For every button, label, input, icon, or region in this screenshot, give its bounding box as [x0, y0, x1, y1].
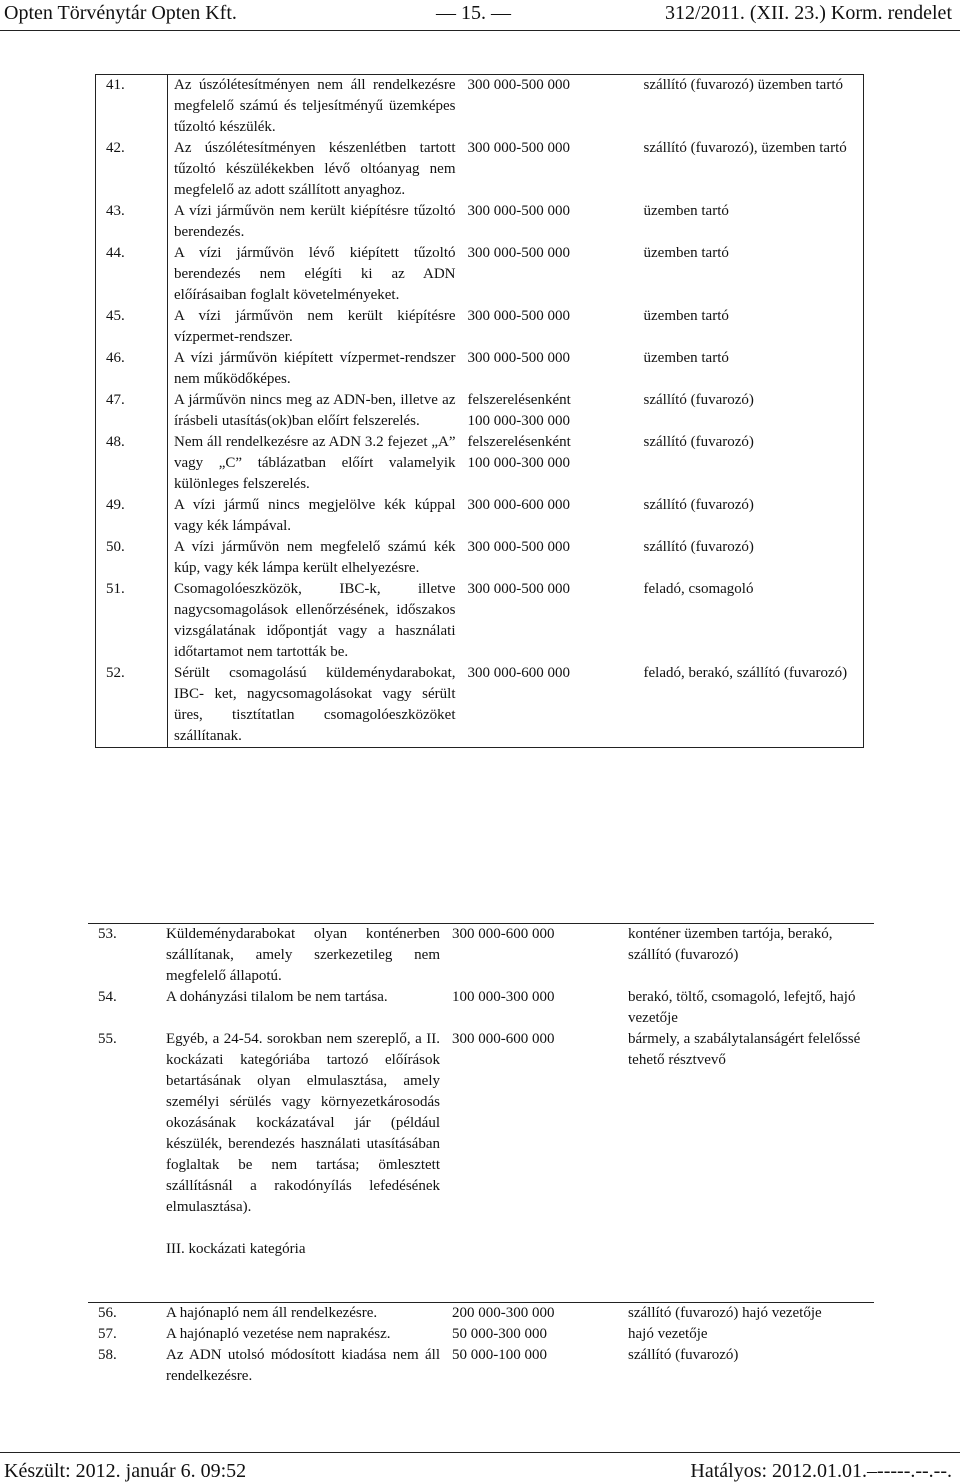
fine-amount — [462, 390, 638, 432]
violation-description: A vízi járművön lévő kiépített tűzoltó berendezés nem elégíti ki az ADN előírásaiban foglalt követelményeket. — [174, 245, 456, 303]
row-number: 44. — [96, 243, 168, 306]
table-row — [96, 201, 864, 243]
table-row — [96, 243, 864, 306]
fine-amount-text: 300 000-500 000 — [467, 140, 570, 156]
row-number: 53. — [98, 926, 117, 942]
fine-amount-text: 300 000-600 000 — [452, 926, 555, 942]
table-row — [96, 348, 864, 390]
header-regulation-title: 312/2011. (XII. 23.) Korm. rendelet — [665, 2, 952, 24]
fine-amount — [462, 432, 638, 495]
liable-party: szállító (fuvarozó) hajó vezetője — [628, 1305, 822, 1321]
liable-party: üzemben tartó — [643, 308, 729, 324]
violation-description: A vízi járművön nem megfelelő számú kék kúp, vagy kék lámpa került elhelyezésre. — [174, 539, 456, 576]
violation-description: Küldeménydarabokat olyan konténerben szállítanak, amely szerkezetileg nem megfelelő állapotú. — [166, 926, 440, 984]
liable-party: feladó, berakó, szállító (fuvarozó) — [643, 665, 848, 681]
violation-description: Az ADN utolsó módosított kiadása nem áll rendelkezésre. — [166, 1347, 440, 1384]
header-rule — [0, 30, 960, 31]
category-heading: III. kockázati kategória — [166, 1241, 306, 1257]
table-row — [96, 663, 864, 748]
table-row — [96, 138, 864, 201]
table-row — [88, 1029, 874, 1218]
table-row — [88, 1303, 874, 1325]
fine-amount — [462, 75, 638, 139]
liable-party: szállító (fuvarozó) — [643, 434, 754, 450]
liable-party: szállító (fuvarozó) — [643, 539, 754, 555]
penalty-table-part-3 — [88, 1302, 874, 1387]
row-number: 43. — [96, 201, 168, 243]
fine-amount-text: 300 000-500 000 — [467, 350, 570, 366]
fine-amount — [462, 138, 638, 201]
violation-description: Sérült csomagolású küldeménydarabokat, IBC- ket, nagycsomagolásokat vagy sérült üres, tisztítatlan csomagolóeszközöket szállítanak. — [174, 665, 456, 744]
table-row — [96, 390, 864, 432]
table-row — [96, 432, 864, 495]
fine-amount-text: 300 000-500 000 — [467, 203, 570, 219]
penalty-table-part-2-body — [88, 924, 874, 1219]
fine-amount-text: 300 000-500 000 — [467, 308, 570, 324]
table-row — [96, 75, 864, 139]
fine-amount-text: 300 000-500 000 — [467, 581, 570, 597]
table-row — [96, 579, 864, 663]
liable-party: üzemben tartó — [643, 245, 729, 261]
liable-party: hajó vezetője — [628, 1326, 708, 1342]
penalty-table-part-2 — [88, 923, 874, 1260]
row-number: 54. — [98, 989, 117, 1005]
violation-description: A vízi jármű nincs megjelölve kék kúppal vagy kék lámpával. — [174, 497, 456, 534]
fine-amount — [462, 579, 638, 663]
violation-description: Az úszólétesítményen készenlétben tartott tűzoltó készülékekben lévő oltóanyag nem megfelelő az adott szállított anyaghoz. — [174, 140, 456, 198]
row-number: 56. — [98, 1305, 117, 1321]
row-number: 58. — [98, 1347, 117, 1363]
violation-description: Egyéb, a 24-54. sorokban nem szereplő, a II. kockázati kategóriába tartozó előírások betartásának olyan elmulasztása, amely személyi sérülés vagy környezetkárosodás okozásának kockázatával jár (például készülék, berendezés használati utasításában foglaltak be nem tartása; ömlesztett szállításnál a rakodónyílás lefedésének elmulasztása). — [166, 1031, 440, 1215]
liable-party: bármely, a szabálytalanságért felelőssé tehető résztvevő — [628, 1031, 861, 1068]
fine-amount — [446, 1029, 622, 1218]
fine-amount — [462, 495, 638, 537]
fine-amount — [446, 1324, 622, 1345]
row-number: 50. — [96, 537, 168, 579]
fine-amount-text: 300 000-500 000 — [467, 539, 570, 555]
row-number: 47. — [96, 390, 168, 432]
liable-party: üzemben tartó — [643, 203, 729, 219]
penalty-table-part-3-body — [88, 1303, 874, 1388]
liable-party: szállító (fuvarozó), üzemben tartó — [643, 140, 847, 156]
fine-amount — [462, 537, 638, 579]
fine-amount-text: 300 000-600 000 — [452, 1031, 555, 1047]
row-number: 45. — [96, 306, 168, 348]
fine-amount-text: 50 000-300 000 — [452, 1326, 547, 1342]
violation-description: A dohányzási tilalom be nem tartása. — [166, 989, 388, 1005]
liable-party: feladó, csomagoló — [643, 581, 754, 597]
table-row — [96, 495, 864, 537]
table-row — [88, 987, 874, 1029]
row-number: 57. — [98, 1326, 117, 1342]
fine-amount — [462, 663, 638, 748]
violation-description: A vízi járművön nem került kiépítésre tűzoltó berendezés. — [174, 203, 456, 240]
fine-amount-text: 300 000-600 000 — [467, 497, 570, 513]
table-row — [96, 306, 864, 348]
fine-amount-range: 100 000-300 000 — [467, 455, 570, 471]
violation-description: Nem áll rendelkezésre az ADN 3.2 fejezet „A” vagy „C” táblázatban előírt valamelyik különleges felszerelés. — [174, 434, 456, 492]
liable-party: szállító (fuvarozó) — [628, 1347, 739, 1363]
header-page-number: — 15. — — [436, 2, 511, 24]
row-number: 48. — [96, 432, 168, 495]
footer-rule — [0, 1452, 960, 1453]
fine-amount — [446, 924, 622, 988]
penalty-table-part-1-body — [96, 75, 864, 748]
penalty-table-part-1 — [95, 74, 864, 748]
fine-amount-text: 100 000-300 000 — [452, 989, 555, 1005]
fine-amount — [462, 348, 638, 390]
fine-amount-text: felszerelésenként — [467, 392, 571, 408]
table-row — [88, 1345, 874, 1387]
violation-description: A vízi járművön nem került kiépítésre vízpermet-rendszer. — [174, 308, 456, 345]
fine-amount — [462, 243, 638, 306]
row-number: 46. — [96, 348, 168, 390]
violation-description: A hajónapló nem áll rendelkezésre. — [166, 1305, 378, 1321]
violation-description: A járművön nincs meg az ADN-ben, illetve az írásbeli utasítás(ok)ban előírt felszerelés. — [174, 392, 456, 429]
spacer-row — [88, 1218, 874, 1239]
table-row — [88, 924, 874, 988]
liable-party: berakó, töltő, csomagoló, lefejtő, hajó vezetője — [628, 989, 856, 1026]
footer-effective: Hatályos: 2012.01.01.–-----.--.--. — [690, 1460, 952, 1482]
row-number: 51. — [96, 579, 168, 663]
liable-party: szállító (fuvarozó) — [643, 497, 754, 513]
fine-amount-text: 50 000-100 000 — [452, 1347, 547, 1363]
fine-amount-text: felszerelésenként — [467, 434, 571, 450]
liable-party: szállító (fuvarozó) — [643, 392, 754, 408]
table-row — [96, 537, 864, 579]
row-number: 55. — [98, 1031, 117, 1047]
fine-amount — [446, 987, 622, 1029]
row-number: 41. — [96, 75, 168, 139]
violation-description: Az úszólétesítményen nem áll rendelkezésre megfelelő számú és teljesítményű üzemképes tűzoltó készülék. — [174, 77, 456, 135]
fine-amount-text: 200 000-300 000 — [452, 1305, 555, 1321]
liable-party: konténer üzemben tartója, berakó, szállító (fuvarozó) — [628, 926, 833, 963]
violation-description: A vízi járművön kiépített vízpermet-rendszer nem működőképes. — [174, 350, 456, 387]
fine-amount — [446, 1303, 622, 1325]
row-number: 49. — [96, 495, 168, 537]
fine-amount — [446, 1345, 622, 1387]
violation-description: Csomagolóeszközök, IBC-k, illetve nagycsomagolások ellenőrzésének, időszakos vizsgálatának időpontját vagy a használati időtartamot nem tartották be. — [174, 581, 456, 660]
row-number: 42. — [96, 138, 168, 201]
liable-party: üzemben tartó — [643, 350, 729, 366]
row-number: 52. — [96, 663, 168, 748]
fine-amount — [462, 306, 638, 348]
table-row — [88, 1324, 874, 1345]
category-heading-row — [88, 1239, 874, 1260]
violation-description: A hajónapló vezetése nem naprakész. — [166, 1326, 391, 1342]
fine-amount-text: 300 000-500 000 — [467, 245, 570, 261]
liable-party: szállító (fuvarozó) üzemben tartó — [643, 77, 843, 93]
header-publisher: Opten Törvénytár Opten Kft. — [4, 2, 237, 24]
fine-amount-text: 300 000-500 000 — [467, 77, 570, 93]
fine-amount — [462, 201, 638, 243]
fine-amount-text: 300 000-600 000 — [467, 665, 570, 681]
footer-created: Készült: 2012. január 6. 09:52 — [4, 1460, 247, 1482]
fine-amount-range: 100 000-300 000 — [467, 413, 570, 429]
